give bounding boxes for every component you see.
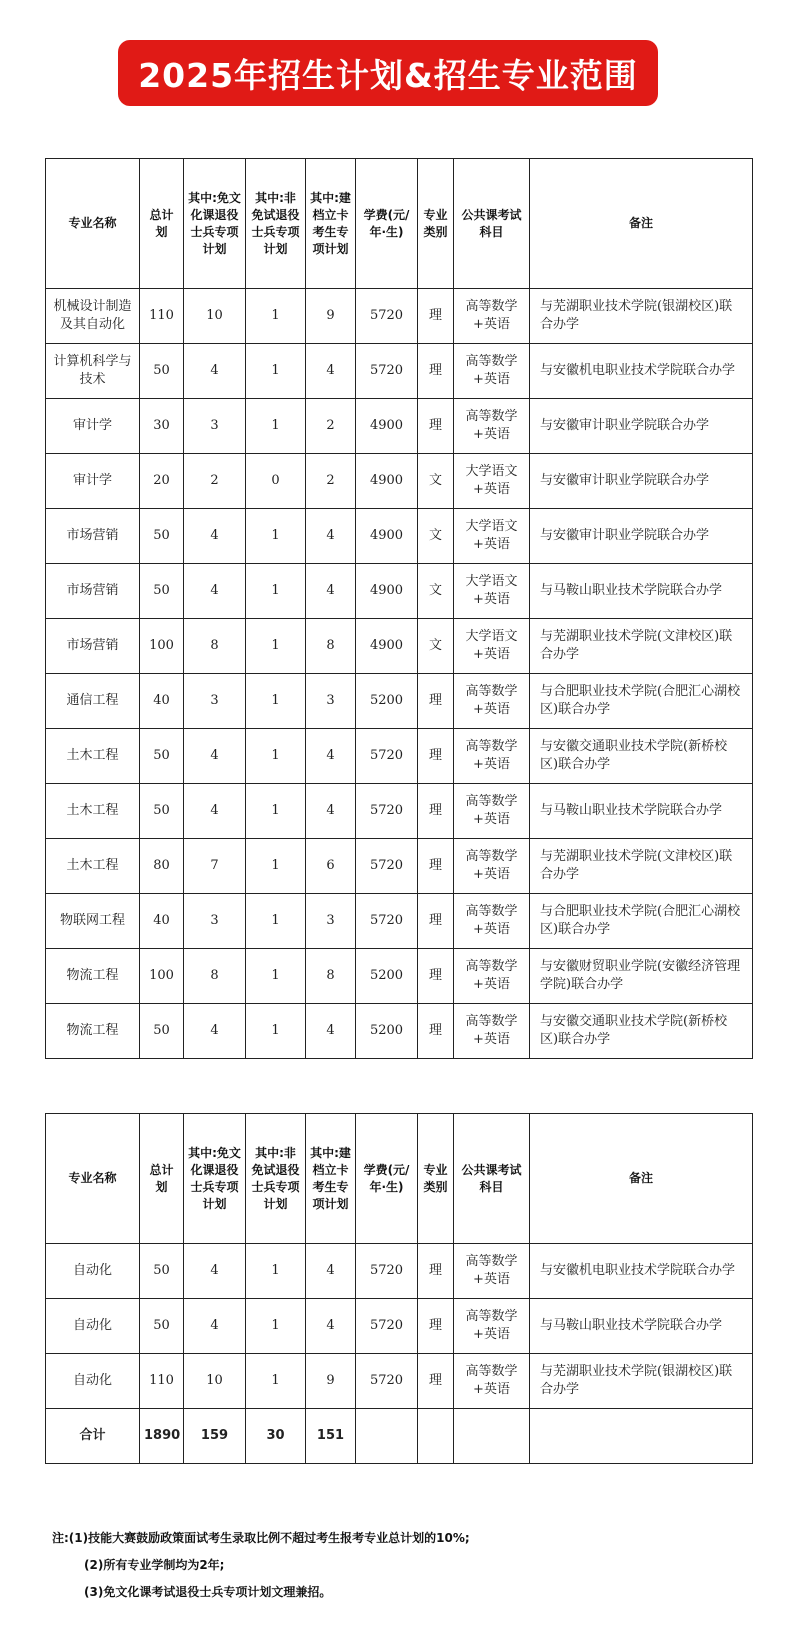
cell-exam-subjects: 高等数学+英语 [454,1354,530,1409]
cell-non-exempt-veteran-plan: 1 [246,1354,306,1409]
cell-poverty-plan: 4 [306,1004,356,1059]
cell-non-exempt-veteran-plan: 1 [246,894,306,949]
table-row [46,509,753,564]
cell-exam-subjects: 高等数学+英语 [454,729,530,784]
table-row [46,344,753,399]
title-banner [118,40,658,106]
header-remarks: 备注 [530,159,753,289]
footnote: 注:(1)技能大赛鼓励政策面试考生录取比例不超过考生报考专业总计划的10%; [52,1531,470,1545]
total-major-name: 合计 [46,1409,140,1464]
cell-poverty-plan: 2 [306,399,356,454]
header-tuition: 学费(元/年·生) [356,1114,418,1244]
cell-total-plan: 50 [140,509,184,564]
cell-remarks: 与安徽机电职业技术学院联合办学 [530,1244,753,1299]
cell-remarks: 与芜湖职业技术学院(文津校区)联合办学 [530,619,753,674]
cell-tuition: 4900 [356,509,418,564]
header-poverty-plan: 其中:建档立卡考生专项计划 [306,1114,356,1244]
cell-poverty-plan: 4 [306,729,356,784]
cell-major-name: 通信工程 [46,674,140,729]
cell-total-plan: 20 [140,454,184,509]
cell-non-exempt-veteran-plan: 1 [246,619,306,674]
cell-exempt-veteran-plan: 10 [184,1354,246,1409]
table-row [46,949,753,1004]
cell-poverty-plan: 8 [306,949,356,1004]
cell-tuition: 5720 [356,1299,418,1354]
header-total-plan: 总计划 [140,1114,184,1244]
cell-major-name: 市场营销 [46,619,140,674]
cell-tuition: 5200 [356,1004,418,1059]
cell-exam-subjects: 高等数学+英语 [454,399,530,454]
cell-major-name: 物流工程 [46,1004,140,1059]
cell-total-plan: 100 [140,949,184,1004]
cell-remarks: 与马鞍山职业技术学院联合办学 [530,1299,753,1354]
cell-poverty-plan: 3 [306,674,356,729]
cell-major-name: 计算机科学与技术 [46,344,140,399]
cell-category: 理 [418,1354,454,1409]
cell-exempt-veteran-plan: 4 [184,509,246,564]
table-row [46,784,753,839]
cell-exempt-veteran-plan: 8 [184,949,246,1004]
cell-remarks: 与安徽交通职业技术学院(新桥校区)联合办学 [530,729,753,784]
cell-tuition: 4900 [356,454,418,509]
cell-total-plan: 50 [140,564,184,619]
cell-total-plan: 50 [140,1004,184,1059]
header-non-exempt-veteran-plan: 其中:非免试退役士兵专项计划 [246,1114,306,1244]
cell-category: 文 [418,619,454,674]
cell-total-plan: 50 [140,1244,184,1299]
total-tuition [356,1409,418,1464]
cell-exempt-veteran-plan: 3 [184,674,246,729]
cell-tuition: 5720 [356,729,418,784]
cell-remarks: 与芜湖职业技术学院(银湖校区)联合办学 [530,1354,753,1409]
footnotes [52,1525,470,1606]
cell-non-exempt-veteran-plan: 1 [246,839,306,894]
cell-total-plan: 110 [140,1354,184,1409]
cell-poverty-plan: 4 [306,784,356,839]
cell-category: 理 [418,729,454,784]
cell-exempt-veteran-plan: 4 [184,784,246,839]
cell-exam-subjects: 大学语文+英语 [454,454,530,509]
cell-poverty-plan: 4 [306,1244,356,1299]
cell-non-exempt-veteran-plan: 1 [246,509,306,564]
cell-exam-subjects: 高等数学+英语 [454,344,530,399]
cell-category: 理 [418,674,454,729]
cell-category: 理 [418,949,454,1004]
header-tuition: 学费(元/年·生) [356,159,418,289]
cell-major-name: 土木工程 [46,839,140,894]
cell-poverty-plan: 8 [306,619,356,674]
cell-tuition: 5720 [356,1244,418,1299]
footnote: (3)免文化课考试退役士兵专项计划文理兼招。 [84,1585,332,1599]
cell-poverty-plan: 4 [306,564,356,619]
cell-category: 理 [418,1299,454,1354]
cell-major-name: 审计学 [46,399,140,454]
header-major-name: 专业名称 [46,159,140,289]
cell-exam-subjects: 大学语文+英语 [454,619,530,674]
cell-non-exempt-veteran-plan: 1 [246,1244,306,1299]
cell-category: 理 [418,399,454,454]
cell-poverty-plan: 4 [306,344,356,399]
cell-exempt-veteran-plan: 7 [184,839,246,894]
cell-major-name: 物流工程 [46,949,140,1004]
total-exempt-veteran-plan: 159 [184,1409,246,1464]
table-row [46,289,753,344]
cell-remarks: 与安徽审计职业学院联合办学 [530,399,753,454]
table-body [46,289,753,1059]
header-exempt-veteran-plan: 其中:免文化课退役士兵专项计划 [184,1114,246,1244]
cell-non-exempt-veteran-plan: 1 [246,1299,306,1354]
header-major-name: 专业名称 [46,1114,140,1244]
cell-exam-subjects: 高等数学+英语 [454,894,530,949]
cell-exam-subjects: 大学语文+英语 [454,564,530,619]
total-remarks [530,1409,753,1464]
cell-tuition: 5720 [356,839,418,894]
cell-remarks: 与安徽审计职业学院联合办学 [530,454,753,509]
cell-exam-subjects: 高等数学+英语 [454,1244,530,1299]
cell-remarks: 与合肥职业技术学院(合肥汇心湖校区)联合办学 [530,894,753,949]
cell-poverty-plan: 9 [306,1354,356,1409]
cell-remarks: 与安徽审计职业学院联合办学 [530,509,753,564]
enrollment-table-2 [45,1113,753,1464]
cell-non-exempt-veteran-plan: 0 [246,454,306,509]
cell-category: 理 [418,1244,454,1299]
header-category: 专业类别 [418,159,454,289]
cell-category: 理 [418,894,454,949]
header-exempt-veteran-plan: 其中:免文化课退役士兵专项计划 [184,159,246,289]
cell-exempt-veteran-plan: 4 [184,344,246,399]
header-category: 专业类别 [418,1114,454,1244]
cell-tuition: 5720 [356,894,418,949]
cell-remarks: 与马鞍山职业技术学院联合办学 [530,784,753,839]
cell-exempt-veteran-plan: 4 [184,1004,246,1059]
enrollment-table-1 [45,158,753,1059]
cell-category: 文 [418,509,454,564]
cell-remarks: 与马鞍山职业技术学院联合办学 [530,564,753,619]
table-row [46,729,753,784]
cell-total-plan: 30 [140,399,184,454]
cell-total-plan: 80 [140,839,184,894]
cell-tuition: 5720 [356,289,418,344]
cell-exam-subjects: 高等数学+英语 [454,674,530,729]
cell-exam-subjects: 高等数学+英语 [454,1299,530,1354]
cell-exempt-veteran-plan: 10 [184,289,246,344]
cell-major-name: 物联网工程 [46,894,140,949]
table-row [46,1244,753,1299]
table-row [46,1299,753,1354]
header-exam-subjects: 公共课考试科目 [454,1114,530,1244]
cell-remarks: 与安徽机电职业技术学院联合办学 [530,344,753,399]
cell-tuition: 5200 [356,674,418,729]
table-row [46,619,753,674]
table-row [46,839,753,894]
cell-category: 文 [418,454,454,509]
total-exam-subjects [454,1409,530,1464]
cell-major-name: 机械设计制造及其自动化 [46,289,140,344]
cell-category: 理 [418,784,454,839]
cell-major-name: 自动化 [46,1354,140,1409]
cell-non-exempt-veteran-plan: 1 [246,564,306,619]
total-poverty-plan: 151 [306,1409,356,1464]
total-total-plan: 1890 [140,1409,184,1464]
header-row [46,1114,753,1244]
cell-poverty-plan: 2 [306,454,356,509]
cell-total-plan: 50 [140,729,184,784]
header-row [46,159,753,289]
cell-major-name: 土木工程 [46,784,140,839]
cell-remarks: 与合肥职业技术学院(合肥汇心湖校区)联合办学 [530,674,753,729]
cell-major-name: 自动化 [46,1244,140,1299]
cell-category: 理 [418,839,454,894]
cell-exempt-veteran-plan: 2 [184,454,246,509]
table-body [46,1244,753,1464]
header-remarks: 备注 [530,1114,753,1244]
cell-non-exempt-veteran-plan: 1 [246,1004,306,1059]
cell-major-name: 自动化 [46,1299,140,1354]
cell-tuition: 4900 [356,564,418,619]
header-poverty-plan: 其中:建档立卡考生专项计划 [306,159,356,289]
cell-exempt-veteran-plan: 8 [184,619,246,674]
cell-exempt-veteran-plan: 4 [184,729,246,784]
cell-tuition: 5720 [356,344,418,399]
cell-category: 理 [418,1004,454,1059]
cell-tuition: 5720 [356,784,418,839]
cell-exam-subjects: 大学语文+英语 [454,509,530,564]
table-row [46,454,753,509]
cell-non-exempt-veteran-plan: 1 [246,674,306,729]
cell-major-name: 审计学 [46,454,140,509]
cell-exam-subjects: 高等数学+英语 [454,784,530,839]
cell-non-exempt-veteran-plan: 1 [246,289,306,344]
cell-exempt-veteran-plan: 4 [184,564,246,619]
cell-total-plan: 110 [140,289,184,344]
cell-major-name: 市场营销 [46,509,140,564]
cell-major-name: 土木工程 [46,729,140,784]
table-row [46,399,753,454]
total-category [418,1409,454,1464]
header-total-plan: 总计划 [140,159,184,289]
cell-non-exempt-veteran-plan: 1 [246,399,306,454]
cell-non-exempt-veteran-plan: 1 [246,784,306,839]
header-exam-subjects: 公共课考试科目 [454,159,530,289]
cell-non-exempt-veteran-plan: 1 [246,344,306,399]
cell-remarks: 与芜湖职业技术学院(银湖校区)联合办学 [530,289,753,344]
cell-poverty-plan: 6 [306,839,356,894]
table-row [46,564,753,619]
cell-category: 理 [418,344,454,399]
cell-exempt-veteran-plan: 3 [184,399,246,454]
total-row [46,1409,753,1464]
cell-category: 理 [418,289,454,344]
cell-total-plan: 50 [140,784,184,839]
cell-exam-subjects: 高等数学+英语 [454,289,530,344]
table-row [46,894,753,949]
cell-poverty-plan: 4 [306,1299,356,1354]
cell-remarks: 与安徽财贸职业学院(安徽经济管理学院)联合办学 [530,949,753,1004]
cell-major-name: 市场营销 [46,564,140,619]
cell-total-plan: 100 [140,619,184,674]
table-row [46,1354,753,1409]
cell-total-plan: 50 [140,1299,184,1354]
cell-tuition: 4900 [356,619,418,674]
page-title: 2025年招生计划&招生专业范围 [138,55,638,95]
cell-poverty-plan: 9 [306,289,356,344]
cell-remarks: 与芜湖职业技术学院(文津校区)联合办学 [530,839,753,894]
cell-exempt-veteran-plan: 4 [184,1299,246,1354]
cell-tuition: 5720 [356,1354,418,1409]
cell-poverty-plan: 4 [306,509,356,564]
cell-exempt-veteran-plan: 4 [184,1244,246,1299]
cell-poverty-plan: 3 [306,894,356,949]
cell-tuition: 5200 [356,949,418,1004]
cell-total-plan: 40 [140,674,184,729]
cell-total-plan: 50 [140,344,184,399]
header-non-exempt-veteran-plan: 其中:非免试退役士兵专项计划 [246,159,306,289]
table-row [46,1004,753,1059]
cell-exam-subjects: 高等数学+英语 [454,1004,530,1059]
table-row [46,674,753,729]
cell-exempt-veteran-plan: 3 [184,894,246,949]
cell-remarks: 与安徽交通职业技术学院(新桥校区)联合办学 [530,1004,753,1059]
cell-exam-subjects: 高等数学+英语 [454,949,530,1004]
cell-category: 文 [418,564,454,619]
cell-total-plan: 40 [140,894,184,949]
cell-non-exempt-veteran-plan: 1 [246,949,306,1004]
total-non-exempt-veteran-plan: 30 [246,1409,306,1464]
cell-exam-subjects: 高等数学+英语 [454,839,530,894]
cell-non-exempt-veteran-plan: 1 [246,729,306,784]
footnote: (2)所有专业学制均为2年; [84,1558,225,1572]
cell-tuition: 4900 [356,399,418,454]
